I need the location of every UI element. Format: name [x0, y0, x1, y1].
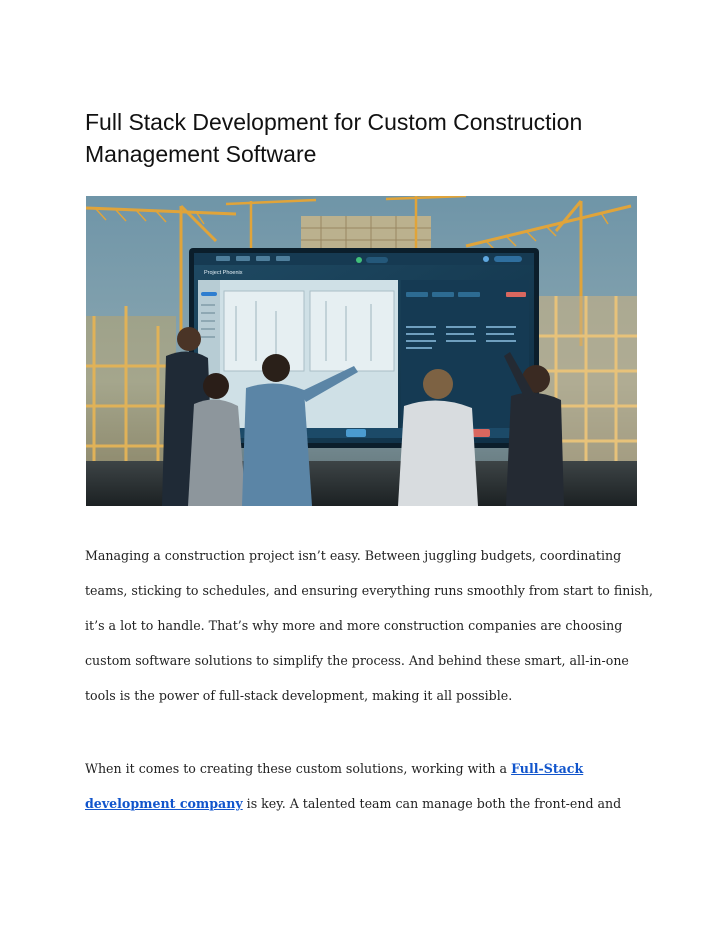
- paragraph-1: [85, 548, 653, 718]
- paragraph-2-text-prefix: When it comes to creating these custom solutions, working with a: [85, 761, 512, 776]
- paragraph-1-line-4: custom software solutions to simplify the process. And behind these smart, all-in-one: [85, 653, 629, 668]
- paragraph-1-line-2: teams, sticking to schedules, and ensuring everything runs smoothly from start to finish,: [85, 583, 653, 598]
- paragraph-2-line-2: [85, 796, 621, 811]
- screen-title: Project Phoenix: [204, 270, 243, 276]
- paragraph-1-line-1: Managing a construction project isn’t easy. Between juggling budgets, coordinating: [85, 548, 622, 563]
- title-line-1: Full Stack Development for Custom Construction: [85, 109, 583, 135]
- hero-image: [86, 196, 637, 506]
- article-title: [85, 106, 645, 170]
- paragraph-2-line-1: [85, 761, 583, 776]
- full-stack-link-part-2[interactable]: development company: [85, 796, 243, 811]
- paragraph-2: [85, 761, 645, 821]
- paragraph-1-line-5: tools is the power of full-stack development, making it all possible.: [85, 688, 513, 703]
- full-stack-link-part-1[interactable]: Full-Stack: [511, 761, 584, 776]
- title-line-2: Management Software: [85, 141, 317, 167]
- paragraph-1-line-3: it’s a lot to handle. That’s why more and more construction companies are choosing: [85, 618, 623, 633]
- paragraph-2-text-suffix: is key. A talented team can manage both the front-end and: [242, 796, 622, 811]
